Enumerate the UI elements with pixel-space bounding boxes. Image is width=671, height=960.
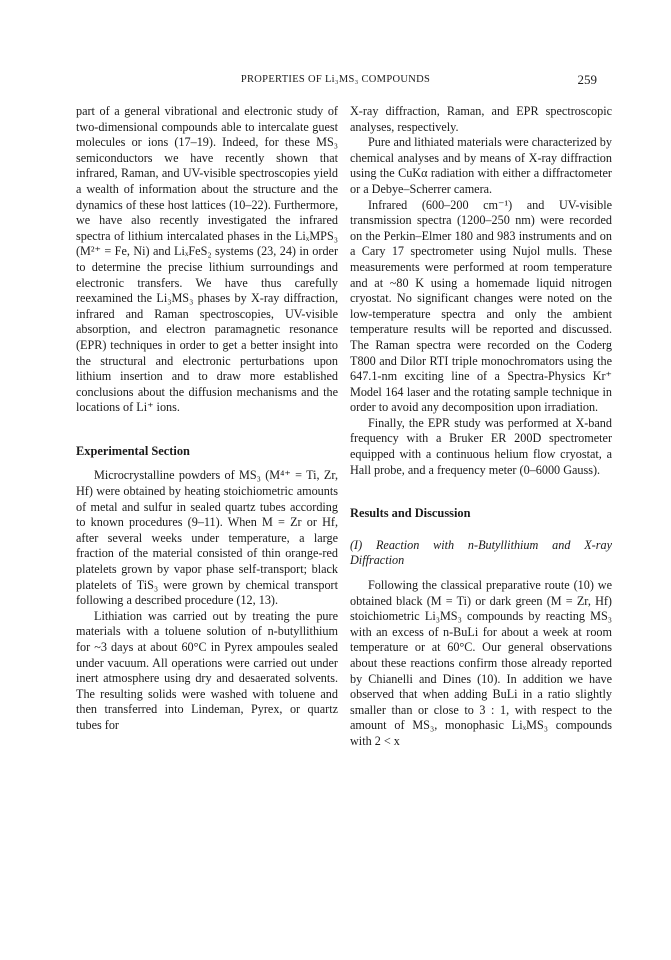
right-column [350,104,612,750]
paragraph: Infrared (600–200 cm⁻¹) and UV-visible transmission spectra (1200–250 nm) were recorded on the Perkin–Elmer 180 and 983 instruments and on a Cary 17 spectrometer using Nujol mulls. These measurements were performed at room temperature and at ~80 K using a homemade liquid nitrogen cryostat. No significant changes were noted on the low-temperature spectra and only the ambient temperature results will be reported and discussed. The Raman spectra were recorded on the Coderg T800 and Dilor RTI triple monochromators using the 647.1-nm exciting line of a Spectra-Physics Kr⁺ Model 164 laser and the rotating sample technique in order to avoid any decomposition upon irradiation. [350,197,612,415]
left-column [76,104,338,734]
page-header [0,72,671,92]
section-heading-experimental: Experimental Section [76,443,190,458]
subsection-heading: (I) Reaction with n-Butyllithium and X-ray Diffraction [350,537,612,568]
paragraph: Following the classical preparative route (10) we obtained black (M = Ti) or dark green (M = Zr, Hf) stoichiometric Li₃MS₃ compounds by reacting MS₃ with an excess of n-BuLi for about a week at room temperature or at 60°C. Our general observations about these reactions confirm those already reported by Chianelli and Dines (10). In addition we have observed that when adding BuLi in a ratio slightly smaller than or close to 3 : 1, with respect to the amount of MS₃, monophasic LiₓMS₃ compounds with 2 < x [350,578,612,748]
paragraph: Microcrystalline powders of MS₃ (M⁴⁺ = Ti, Zr, Hf) were obtained by heating stoichiometric amounts of metal and sulfur in sealed quartz tubes according to known procedures (9–11). When M = Zr or Hf, after several weeks under temperature, a large fraction of the material consisted of thin orange-red platelets grown by vapor phase self-transport; black platelets of TiS₃ were grown by chemical transport following a described procedure (12, 13). [76,468,338,608]
paragraph: X-ray diffraction, Raman, and EPR spectroscopic analyses, respectively. [350,104,612,134]
section-heading-results: Results and Discussion [350,506,471,521]
page-number: 259 [577,72,597,87]
running-title: PROPERTIES OF Li₃MS₃ COMPOUNDS [240,74,431,85]
paragraph: Lithiation was carried out by treating the pure materials with a toluene solution of n-butyllithium for ~3 days at about 60°C in Pyrex ampoules sealed under vacuum. All operations were carried out under inert atmosphere using dry and desaerated solvents. The resulting solids were washed with toluene and then transferred into Lindeman, Pyrex, or quartz tubes for [76,608,338,732]
paragraph: Finally, the EPR study was performed at X-band frequency with a Bruker ER 200D spectrometer equipped with a continuous helium flow cryostat, a Hall probe, and a frequency meter (0–6000 Gauss). [350,415,612,477]
paragraph: part of a general vibrational and electronic study of two-dimensional compounds able to intercalate guest molecules or ions (17–19). Indeed, for these MS₃ semiconductors we have recently shown that infrared, Raman, and UV-visible spectroscopies yield a wealth of information about the structure and the dynamics of these host lattices (10–22). Furthermore, we have also recently investigated the infrared spectra of lithium intercalated phases in the LiₓMPS₃ (M²⁺ = Fe, Ni) and LiₓFeS₂ systems (23, 24) in order to determine the precise lithium surroundings and electronic transfers. We have thus carefully reexamined the Li₃MS₃ phases by X-ray diffraction, infrared and Raman spectroscopies, UV-visible absorption, and electron paramagnetic resonance (EPR) techniques in order to get a better insight into the structural and electronic perturbations upon lithium insertion and to draw more established conclusions about the diffusion mechanisms and the locations of Li⁺ ions. [76,104,338,415]
paragraph: Pure and lithiated materials were characterized by chemical analyses and by means of X-ray diffraction using the CuKα radiation with either a diffractometer or a Debye–Scherrer camera. [350,135,612,196]
